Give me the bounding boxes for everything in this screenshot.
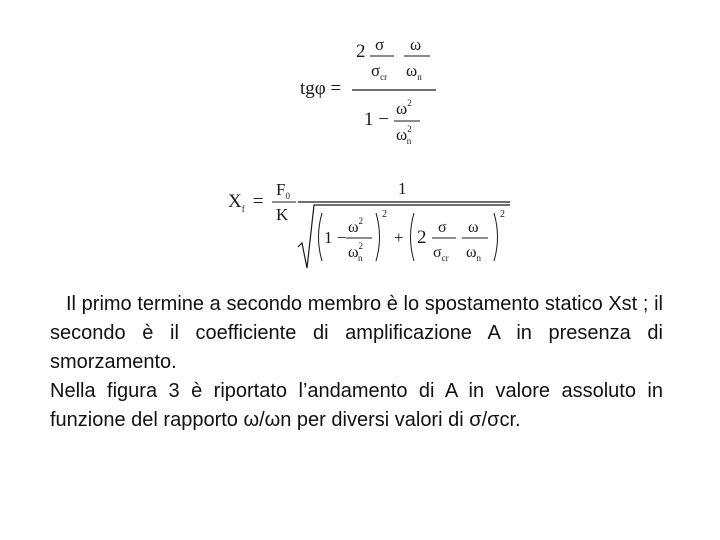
formula2-omega-n-sq: $\omega^2$ n — [348, 241, 364, 263]
formula1-omega: ω — [410, 35, 422, 54]
formula2-paren-right-1 — [376, 213, 380, 261]
formula1-omega-n-sq: $\omega^2$ n — [396, 124, 412, 146]
formula2-sigma-cr: $\sigma_{cr}$ — [433, 244, 449, 263]
formula1-lhs: tgφ = — [300, 78, 342, 99]
paragraph-2: Nella figura 3 è riportato l’andamento di A in valore assoluto in funzione del rapporto ω/ωn per diversi valori di σ/σcr. — [50, 380, 663, 431]
formula1-sigma-cr: $\sigma_{cr}$ — [371, 61, 388, 82]
formula2-sigma: σ — [438, 219, 447, 236]
formula2-one-minus: 1 − — [324, 228, 347, 247]
formula2-F0: $F_0$ — [276, 180, 290, 201]
formula2-omega-sq: $\omega^2$ — [348, 216, 364, 236]
formula2-lhs: $X_f$ = — [228, 191, 264, 214]
formula2-paren-right-2 — [494, 213, 498, 261]
paragraph-1: Il primo termine a secondo membro è lo spostamento statico Xst ; il secondo è il coefficiente di amplificazione A in presenza di smorzamento. — [50, 293, 663, 373]
formula1-omega-n: $\omega_n$ — [406, 61, 422, 82]
formula1-omega-sq: $\omega^2$ — [396, 98, 412, 118]
formula2-omega-n: $\omega_n$ — [466, 244, 482, 263]
formula1-two: 2 — [356, 41, 366, 62]
formula-x-f — [224, 175, 519, 275]
formula2-paren-left-1 — [319, 213, 323, 261]
formula2-omega: ω — [468, 219, 479, 236]
formula2-one: 1 — [398, 179, 407, 198]
formula2-two: 2 — [417, 227, 427, 248]
formula2-K: K — [276, 205, 289, 224]
formula2-paren-left-2 — [411, 213, 415, 261]
formula2-exponent-2: 2 — [500, 209, 505, 220]
formula1-one-minus: 1 − — [364, 109, 389, 130]
formula1-sigma: σ — [375, 35, 385, 54]
formula2-plus: + — [394, 228, 404, 247]
body-text — [50, 290, 663, 435]
formula2-exponent-1: 2 — [382, 209, 387, 220]
formula-tan-phi — [300, 32, 450, 152]
